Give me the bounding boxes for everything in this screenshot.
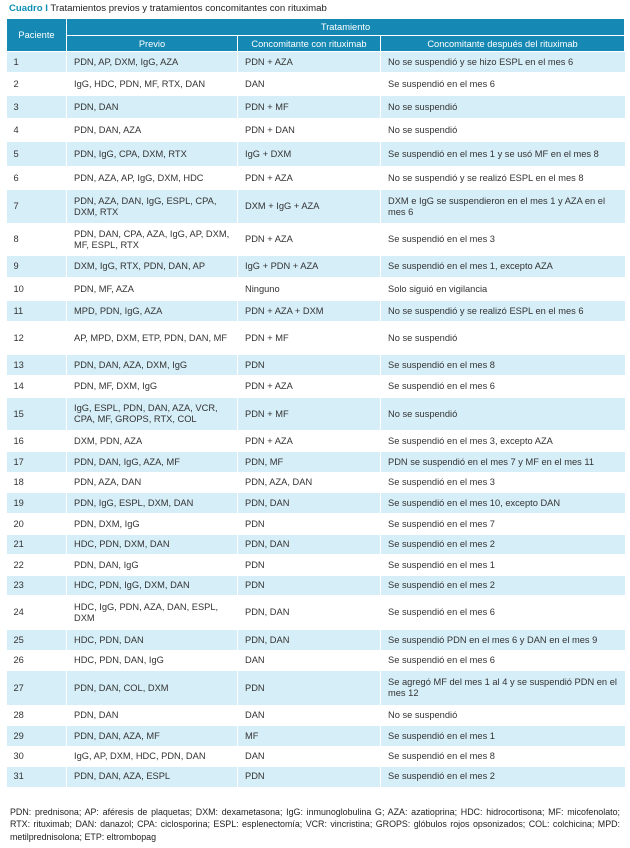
cell-previous: PDN, IgG, CPA, DXM, RTX [67,142,238,167]
cell-patient: 1 [7,52,67,73]
cell-previous: PDN, DXM, IgG [67,514,238,535]
cell-concomitant: PDN + AZA [238,431,381,452]
cell-after: Se suspendió en el mes 6 [381,596,625,630]
table-row [7,355,625,376]
caption-text: Tratamientos previos y tratamientos concomitantes con rituximab [50,3,327,14]
cell-after: Se agregó MF del mes 1 al 4 y se suspendió PDN en el mes 12 [381,671,625,706]
cell-patient: 12 [7,322,67,355]
cell-previous: IgG, AP, DXM, HDC, PDN, DAN [67,747,238,767]
table-row [7,671,625,706]
cell-patient: 15 [7,398,67,431]
cell-patient: 3 [7,96,67,119]
cell-after: Se suspendió en el mes 1 [381,726,625,747]
cell-after: Se suspendió en el mes 1 [381,555,625,576]
cell-patient: 23 [7,576,67,596]
cell-patient: 27 [7,671,67,706]
cell-patient: 18 [7,473,67,493]
cell-after: No se suspendió y se realizó ESPL en el mes 8 [381,167,625,190]
cell-after: Se suspendió en el mes 3 [381,473,625,493]
cell-after: Se suspendió en el mes 10, excepto DAN [381,493,625,514]
table-row [7,301,625,322]
cell-after: No se suspendió [381,322,625,355]
cell-patient: 24 [7,596,67,630]
cell-after: Se suspendió en el mes 6 [381,73,625,96]
cell-patient: 10 [7,278,67,301]
cell-previous: PDN, DAN, IgG [67,555,238,576]
cell-previous: HDC, PDN, DXM, DAN [67,535,238,555]
cell-after: No se suspendió [381,398,625,431]
cell-concomitant: DAN [238,706,381,726]
cell-patient: 22 [7,555,67,576]
cell-patient: 5 [7,142,67,167]
cell-after: No se suspendió y se hizo ESPL en el mes 6 [381,52,625,73]
cell-after: Se suspendió en el mes 8 [381,355,625,376]
header-previous: Previo [67,36,238,52]
cell-after: Se suspendió en el mes 1 y se usó MF en el mes 8 [381,142,625,167]
cell-previous: PDN, AZA, DAN [67,473,238,493]
cell-concomitant: PDN, DAN [238,596,381,630]
cell-concomitant: DAN [238,73,381,96]
table-row [7,398,625,431]
cell-previous: HDC, PDN, IgG, DXM, DAN [67,576,238,596]
cell-previous: MPD, PDN, IgG, AZA [67,301,238,322]
cell-previous: IgG, ESPL, PDN, DAN, AZA, VCR, CPA, MF, GROPS, RTX, COL [67,398,238,431]
table-caption [9,3,327,14]
cell-concomitant: PDN + DAN [238,119,381,142]
cell-after: No se suspendió [381,706,625,726]
cell-after: No se suspendió y se realizó ESPL en el mes 6 [381,301,625,322]
footnote: PDN: prednisona; AP: aféresis de plaquetas; DXM: dexametasona; IgG: inmunoglobulina G; AZA: azatioprina; HDC: hidrocortisona; MF: micofenolato; RTX: rituximab; DAN: danazol; CPA: ciclosporina; ESPL: esplenectomía; VCR: vincristina; GROPS: glóbulos rojos opsonizados; COL: colchicina; MPD: metilprednisolona; ETP: eltrombopag [10,807,620,842]
table-row [7,322,625,355]
cell-after: Se suspendió en el mes 2 [381,576,625,596]
cell-previous: AP, MPD, DXM, ETP, PDN, DAN, MF [67,322,238,355]
cell-concomitant: PDN [238,514,381,535]
cell-concomitant: DXM + IgG + AZA [238,190,381,224]
cell-concomitant: PDN [238,355,381,376]
cell-previous: PDN, AZA, AP, IgG, DXM, HDC [67,167,238,190]
cell-patient: 17 [7,452,67,473]
cell-after: Se suspendió en el mes 6 [381,376,625,398]
table-row [7,431,625,452]
cell-after: Se suspendió en el mes 2 [381,535,625,555]
cell-patient: 2 [7,73,67,96]
cell-patient: 14 [7,376,67,398]
cell-patient: 11 [7,301,67,322]
header-treatment: Tratamiento [67,19,625,36]
cell-patient: 25 [7,630,67,651]
cell-concomitant: PDN + AZA [238,224,381,256]
cell-after: Se suspendió en el mes 6 [381,651,625,671]
cell-concomitant: PDN [238,555,381,576]
table-row [7,190,625,224]
table-row [7,493,625,514]
cell-previous: PDN, MF, AZA [67,278,238,301]
table-row [7,73,625,96]
cell-previous: PDN, DAN, CPA, AZA, IgG, AP, DXM, MF, ESPL, RTX [67,224,238,256]
cell-concomitant: PDN, AZA, DAN [238,473,381,493]
cell-patient: 30 [7,747,67,767]
table-row [7,119,625,142]
table-row [7,630,625,651]
cell-previous: PDN, DAN, AZA, ESPL [67,767,238,787]
cell-after: Solo siguió en vigilancia [381,278,625,301]
cell-previous: PDN, AZA, DAN, IgG, ESPL, CPA, DXM, RTX [67,190,238,224]
cell-concomitant: PDN + AZA [238,52,381,73]
cell-concomitant: IgG + DXM [238,142,381,167]
table-row [7,256,625,278]
cell-patient: 21 [7,535,67,555]
table-row [7,555,625,576]
cell-previous: HDC, IgG, PDN, AZA, DAN, ESPL, DXM [67,596,238,630]
caption-label: Cuadro I [9,3,48,14]
cell-concomitant: PDN + MF [238,322,381,355]
cell-patient: 26 [7,651,67,671]
cell-patient: 7 [7,190,67,224]
cell-after: Se suspendió en el mes 8 [381,747,625,767]
table-row [7,224,625,256]
table-row [7,96,625,119]
cell-concomitant: PDN [238,767,381,787]
cell-concomitant: MF [238,726,381,747]
cell-after: Se suspendió en el mes 3 [381,224,625,256]
cell-previous: HDC, PDN, DAN, IgG [67,651,238,671]
table-row [7,706,625,726]
cell-concomitant: PDN [238,576,381,596]
cell-concomitant: PDN + AZA + DXM [238,301,381,322]
cell-patient: 6 [7,167,67,190]
table-row [7,278,625,301]
cell-after: Se suspendió en el mes 3, excepto AZA [381,431,625,452]
cell-patient: 20 [7,514,67,535]
cell-patient: 29 [7,726,67,747]
cell-after: No se suspendió [381,119,625,142]
cell-concomitant: PDN, DAN [238,630,381,651]
cell-concomitant: DAN [238,747,381,767]
table-row [7,726,625,747]
header-patient: Paciente [7,19,67,52]
cell-previous: PDN, DAN, COL, DXM [67,671,238,706]
treatment-table [6,18,625,787]
cell-after: Se suspendió en el mes 2 [381,767,625,787]
table-row [7,747,625,767]
cell-after: Se suspendió en el mes 7 [381,514,625,535]
cell-after: Se suspendió PDN en el mes 6 y DAN en el mes 9 [381,630,625,651]
cell-concomitant: PDN + MF [238,398,381,431]
cell-patient: 4 [7,119,67,142]
cell-concomitant: IgG + PDN + AZA [238,256,381,278]
cell-previous: HDC, PDN, DAN [67,630,238,651]
cell-concomitant: Ninguno [238,278,381,301]
cell-patient: 9 [7,256,67,278]
table-row [7,167,625,190]
cell-after: DXM e IgG se suspendieron en el mes 1 y AZA en el mes 6 [381,190,625,224]
cell-concomitant: PDN, DAN [238,493,381,514]
cell-previous: PDN, IgG, ESPL, DXM, DAN [67,493,238,514]
table-body [7,52,625,787]
cell-patient: 16 [7,431,67,452]
cell-previous: PDN, DAN, AZA, MF [67,726,238,747]
cell-previous: DXM, PDN, AZA [67,431,238,452]
header-after: Concomitante después del rituximab [381,36,625,52]
cell-after: Se suspendió en el mes 1, excepto AZA [381,256,625,278]
cell-concomitant: PDN + MF [238,96,381,119]
cell-previous: DXM, IgG, RTX, PDN, DAN, AP [67,256,238,278]
cell-previous: PDN, DAN, AZA [67,119,238,142]
cell-concomitant: PDN + AZA [238,167,381,190]
cell-after: No se suspendió [381,96,625,119]
cell-concomitant: PDN + AZA [238,376,381,398]
cell-patient: 31 [7,767,67,787]
table-row [7,376,625,398]
table-row [7,651,625,671]
cell-patient: 8 [7,224,67,256]
table-row [7,473,625,493]
cell-after: PDN se suspendió en el mes 7 y MF en el mes 11 [381,452,625,473]
cell-concomitant: PDN, DAN [238,535,381,555]
cell-patient: 28 [7,706,67,726]
table-row [7,576,625,596]
table-row [7,452,625,473]
cell-concomitant: DAN [238,651,381,671]
cell-patient: 19 [7,493,67,514]
cell-patient: 13 [7,355,67,376]
table-row [7,514,625,535]
table-row [7,596,625,630]
cell-previous: PDN, DAN [67,706,238,726]
cell-previous: PDN, DAN, AZA, DXM, IgG [67,355,238,376]
cell-previous: PDN, DAN, IgG, AZA, MF [67,452,238,473]
cell-previous: PDN, MF, DXM, IgG [67,376,238,398]
cell-concomitant: PDN [238,671,381,706]
table-row [7,52,625,73]
cell-previous: IgG, HDC, PDN, MF, RTX, DAN [67,73,238,96]
header-concomitant: Concomitante con rituximab [238,36,381,52]
table-row [7,767,625,787]
table-row [7,142,625,167]
cell-concomitant: PDN, MF [238,452,381,473]
cell-previous: PDN, DAN [67,96,238,119]
cell-previous: PDN, AP, DXM, IgG, AZA [67,52,238,73]
table-row [7,535,625,555]
